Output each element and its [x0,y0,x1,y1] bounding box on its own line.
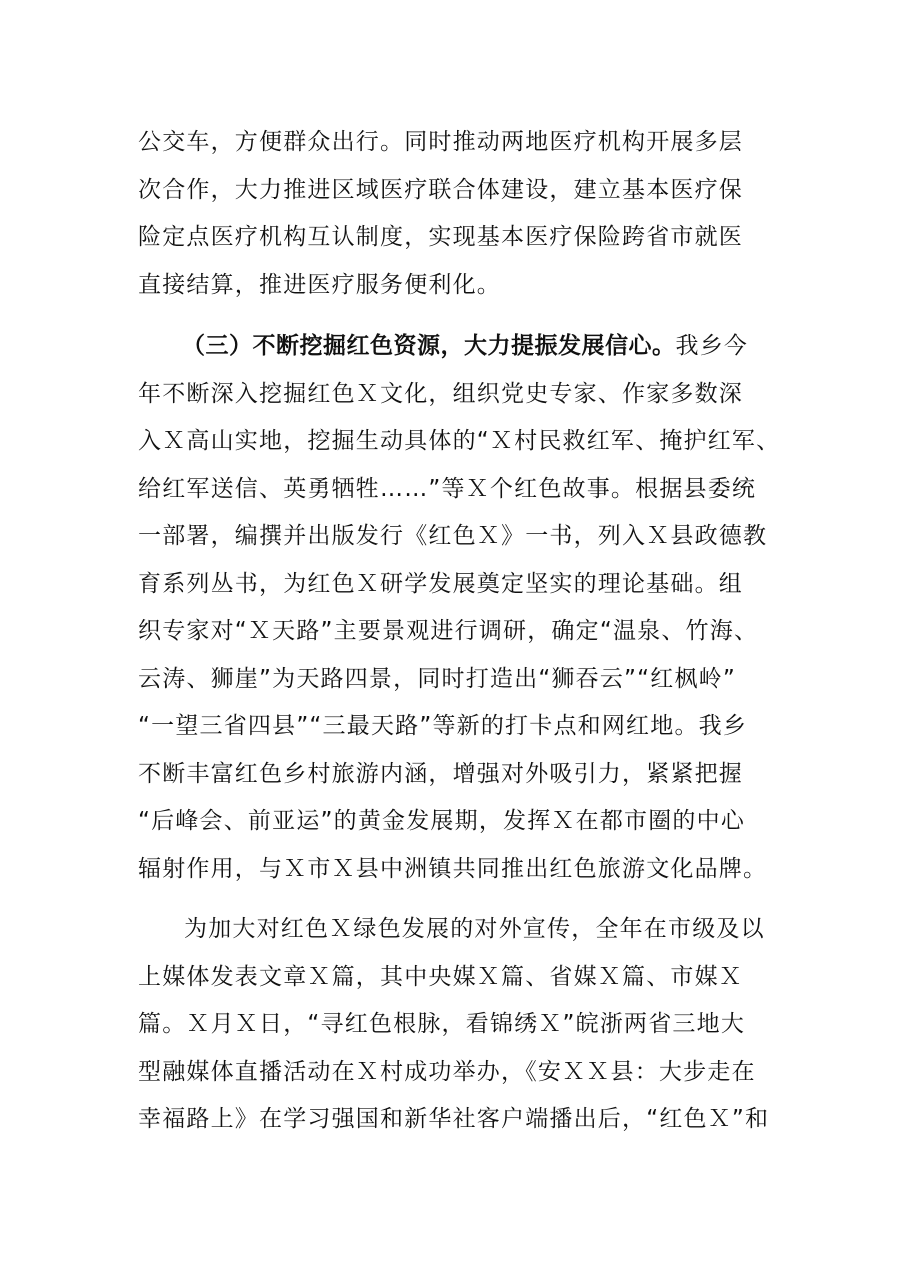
paragraph-publicity [138,906,788,1144]
text-line: “一望三省四县”“三最天路”等新的打卡点和网红地。我乡 [138,713,748,739]
text-line: “后峰会、前亚运”的黄金发展期，发挥Ｘ在都市圈的中心 [138,808,746,834]
text-line: 给红军送信、英勇牺牲……”等Ｘ个红色故事。根据县委统 [138,475,757,502]
text-line: 篇。Ｘ月Ｘ日，“寻红色根脉，看锦绣Ｘ”皖浙两省三地大 [138,1011,746,1037]
section-heading: （三）不断挖掘红色资源，大力提振发展信心。 [182,333,676,359]
text-line: 险定点医疗机构互认制度，实现基本医疗保险跨省市就医 [138,224,743,250]
text-line: 辐射作用，与Ｘ市Ｘ县中洲镇共同推出红色旅游文化品牌。 [138,855,768,882]
text-line: 入Ｘ高山实地，挖掘生动具体的“Ｘ村民救红军、掩护红军、 [138,428,781,454]
text-segment: 我乡今 [675,333,749,359]
text-line: 型融媒体直播活动在Ｘ村成功举办，《安ＸＸ县：大步走在 [138,1058,756,1085]
text-line: 幸福路上》在学习强国和新华社客户端播出后，“红色Ｘ”和 [138,1106,770,1132]
text-line [138,323,788,371]
paragraph-medical-cooperation [138,119,788,309]
text-line: 次合作，大力推进区域医疗联合体建设，建立基本医疗保 [138,176,743,203]
text-line: 一部署，编撰并出版发行《红色Ｘ》一书，列入Ｘ县政德教 [138,523,768,549]
text-line: 云涛、狮崖”为天路四景，同时打造出“狮吞云”“红枫岭” [138,665,736,692]
text-line: 育系列丛书，为红色Ｘ研学发展奠定坚实的理论基础。组 [138,570,743,597]
text-line: 上媒体发表文章Ｘ篇，其中央媒Ｘ篇、省媒Ｘ篇、市媒Ｘ [138,963,743,990]
text-line: 为加大对红色Ｘ绿色发展的对外宣传，全年在市级及以 [184,916,765,942]
text-line: 织专家对“Ｘ天路”主要景观进行调研，确定“温泉、竹海、 [138,618,759,644]
text-line: 直接结算，推进医疗服务便利化。 [138,271,501,298]
text-line: 年不断深入挖掘红色Ｘ文化，组织党史专家、作家多数深 [138,380,743,407]
text-line: 不断丰富红色乡村旅游内涵，增强对外吸引力，紧紧把握 [138,760,743,787]
text-line: 公交车，方便群众出行。同时推动两地医疗机构开展多层 [138,129,743,155]
paragraph-red-resources [138,323,788,893]
